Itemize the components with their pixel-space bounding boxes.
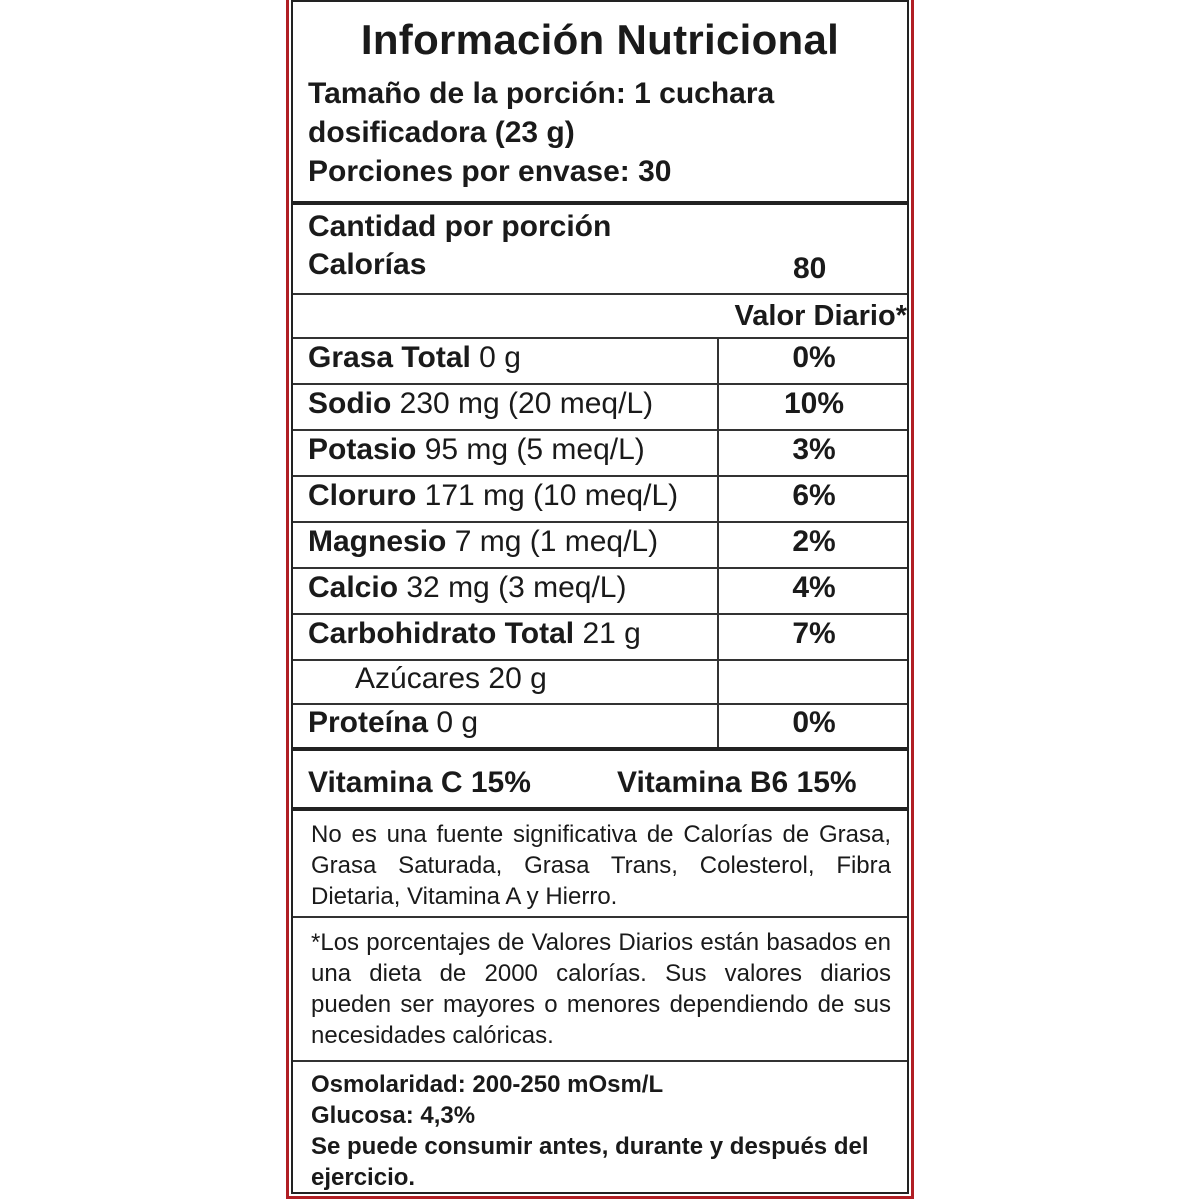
vitamin-b6: Vitamina B6 15% (617, 766, 857, 799)
amount-per-serving: Cantidad por porción (308, 210, 612, 243)
nutrient-amount: 0 g (428, 706, 479, 739)
nutrient-row (293, 429, 907, 475)
nutrient-name (308, 525, 658, 559)
nutrient-row (293, 703, 907, 747)
nutrient-amount: 230 mg (20 meq/L) (391, 387, 654, 420)
serving-size-line-1: Tamaño de la porción: 1 cuchara (308, 77, 775, 110)
nutrient-amount: 0 g (470, 341, 521, 374)
nutrient-amount: 95 mg (5 meq/L) (416, 433, 645, 466)
vitamin-c: Vitamina C 15% (308, 766, 531, 799)
label-title: Información Nutricional (360, 16, 840, 63)
daily-values-footnote: *Los porcentajes de Valores Diarios están basados en una dieta de 2000 calorías. Sus valores diarios pueden ser mayores o menores dependiendo de sus necesidades calóricas. (311, 929, 891, 1049)
nutrient-row (293, 383, 907, 429)
servings-per-container: Porciones por envase: 30 (308, 155, 672, 188)
nutrient-name (308, 479, 678, 513)
nutrient-row (293, 475, 907, 521)
divider (293, 293, 907, 295)
usage-note: Se puede consumir antes, durante y después del ejercicio. (311, 1133, 869, 1191)
glucose: Glucosa: 4,3% (311, 1102, 476, 1129)
nutrient-row (293, 337, 907, 383)
nutrient-row (293, 659, 907, 703)
not-significant-note: No es una fuente significativa de Calorías de Grasa, Grasa Saturada, Grasa Trans, Colesterol, Fibra Dietaria, Vitamina A y Hierro. (311, 821, 891, 910)
nutrient-daily-value: 0% (792, 341, 836, 374)
nutrient-amount: 32 mg (3 meq/L) (398, 571, 627, 604)
nutrient-name (308, 617, 641, 651)
divider (293, 1060, 907, 1062)
nutrition-label-box (291, 0, 909, 1194)
nutrient-daily-value: 4% (792, 571, 836, 604)
serving-size-line-2: dosificadora (23 g) (308, 116, 575, 149)
nutrient-daily-value: 2% (792, 525, 836, 558)
calories-value: 80 (793, 252, 827, 285)
nutrient-daily-value: 7% (792, 617, 836, 650)
nutrition-label (286, 0, 914, 1199)
nutrient-label: Potasio (308, 433, 417, 466)
nutrient-daily-value: 10% (783, 387, 845, 420)
nutrient-label: Grasa Total (308, 341, 471, 374)
divider-thick (293, 807, 907, 811)
nutrient-amount: 21 g (574, 617, 641, 650)
nutrient-name (308, 433, 645, 467)
nutrient-amount: 7 mg (1 meq/L) (446, 525, 659, 558)
nutrient-name (308, 571, 626, 605)
divider (293, 916, 907, 918)
nutrient-name (308, 341, 521, 375)
nutrient-row (293, 521, 907, 567)
nutrient-daily-value: 0% (792, 706, 836, 739)
divider-thick (293, 201, 907, 205)
nutrient-label: Cloruro (308, 479, 417, 512)
additional-info (311, 1069, 891, 1193)
nutrient-name (308, 387, 653, 421)
nutrient-row (293, 567, 907, 613)
nutrient-label: Calcio (308, 571, 399, 604)
nutrient-name (308, 706, 478, 740)
nutrient-label: Proteína (308, 706, 429, 739)
nutrient-name (355, 662, 547, 696)
serving-info (293, 74, 907, 191)
divider-thick (293, 747, 907, 751)
nutrient-label: Carbohidrato Total (308, 617, 575, 650)
nutrient-daily-value: 3% (792, 433, 836, 466)
table-column-divider (717, 337, 719, 747)
daily-value-header: Valor Diario* (734, 300, 907, 332)
nutrient-label: Sodio (308, 387, 392, 420)
nutrient-label: Magnesio (308, 525, 447, 558)
nutrient-amount: 171 mg (10 meq/L) (416, 479, 679, 512)
osmolarity: Osmolaridad: 200-250 mOsm/L (311, 1071, 664, 1098)
nutrient-amount: Azúcares 20 g (355, 662, 547, 695)
calories-label: Calorías (308, 248, 427, 281)
nutrient-row (293, 613, 907, 659)
nutrient-daily-value: 6% (792, 479, 836, 512)
